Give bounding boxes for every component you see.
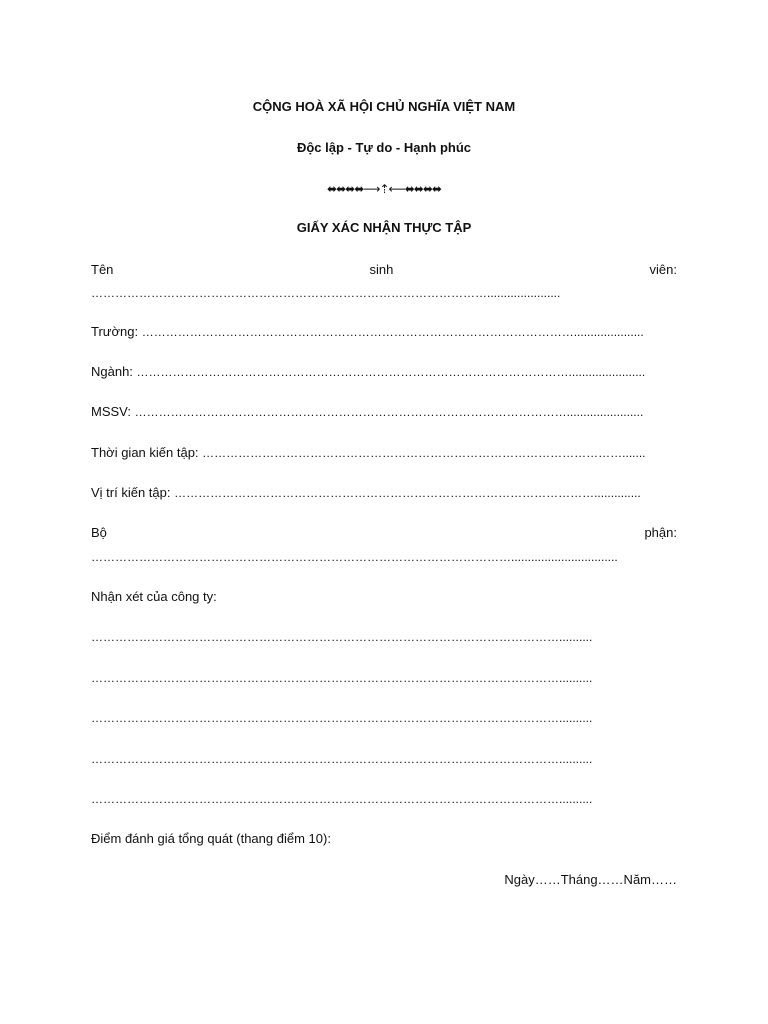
comment-line: ………………………………………………………………………………………………………..........	[91, 671, 593, 685]
period-field	[91, 445, 677, 461]
score-label: Điểm đánh giá tổng quát (thang điểm 10):	[91, 831, 331, 846]
student-id-field	[91, 404, 677, 420]
comment-line: ………………………………………………………………………………………………………..........	[91, 630, 593, 644]
position-label: Vị trí kiến tập:	[91, 485, 175, 500]
period-label: Thời gian kiến tập:	[91, 445, 203, 460]
date-line: Ngày……Tháng……Năm……	[504, 872, 677, 887]
department-word-1: Bộ	[91, 525, 107, 540]
department-word-2: phận:	[644, 525, 677, 540]
student-name-word-2: sinh	[369, 262, 394, 277]
student-id-blank: ……………………………………………………………………………………………….......................	[134, 405, 644, 419]
motto: Độc lập - Tự do - Hạnh phúc	[296, 140, 472, 155]
school-label: Trường:	[91, 324, 142, 339]
student-name-blank: ………………………………………………………………………………………......................	[91, 286, 561, 300]
document-title: GIẤY XÁC NHẬN THỰC TẬP	[296, 220, 472, 235]
position-field	[91, 485, 677, 501]
school-field	[91, 324, 677, 340]
student-name-word-3: viên:	[649, 262, 677, 277]
student-name-label	[91, 262, 677, 278]
major-field	[91, 364, 677, 380]
comment-line: ………………………………………………………………………………………………………..........	[91, 752, 593, 766]
comment-line: ………………………………………………………………………………………………………..........	[91, 792, 593, 806]
school-blank: ……………………………………………………………………………………………….....................	[141, 325, 644, 339]
period-blank: …………………………………………………………………………………………….......	[202, 446, 646, 460]
department-blank: ……………………………………………………………………………………………................................	[91, 550, 618, 564]
student-id-label: MSSV:	[91, 404, 135, 419]
major-blank: ……………………………………………………………………………………………….......................	[136, 365, 646, 379]
ornament-divider: ⬌⬌⬌⬌⟶⇡⟵⬌⬌⬌⬌	[327, 182, 441, 196]
department-label	[91, 525, 677, 541]
position-blank: ……………………………………………………………………………………………..............	[174, 486, 641, 500]
country-heading: CỘNG HOÀ XÃ HỘI CHỦ NGHĨA VIỆT NAM	[252, 99, 516, 114]
comment-line: ………………………………………………………………………………………………………..........	[91, 711, 593, 725]
comments-label: Nhận xét của công ty:	[91, 589, 217, 604]
student-name-word-1: Tên	[91, 262, 114, 277]
major-label: Ngành:	[91, 364, 137, 379]
